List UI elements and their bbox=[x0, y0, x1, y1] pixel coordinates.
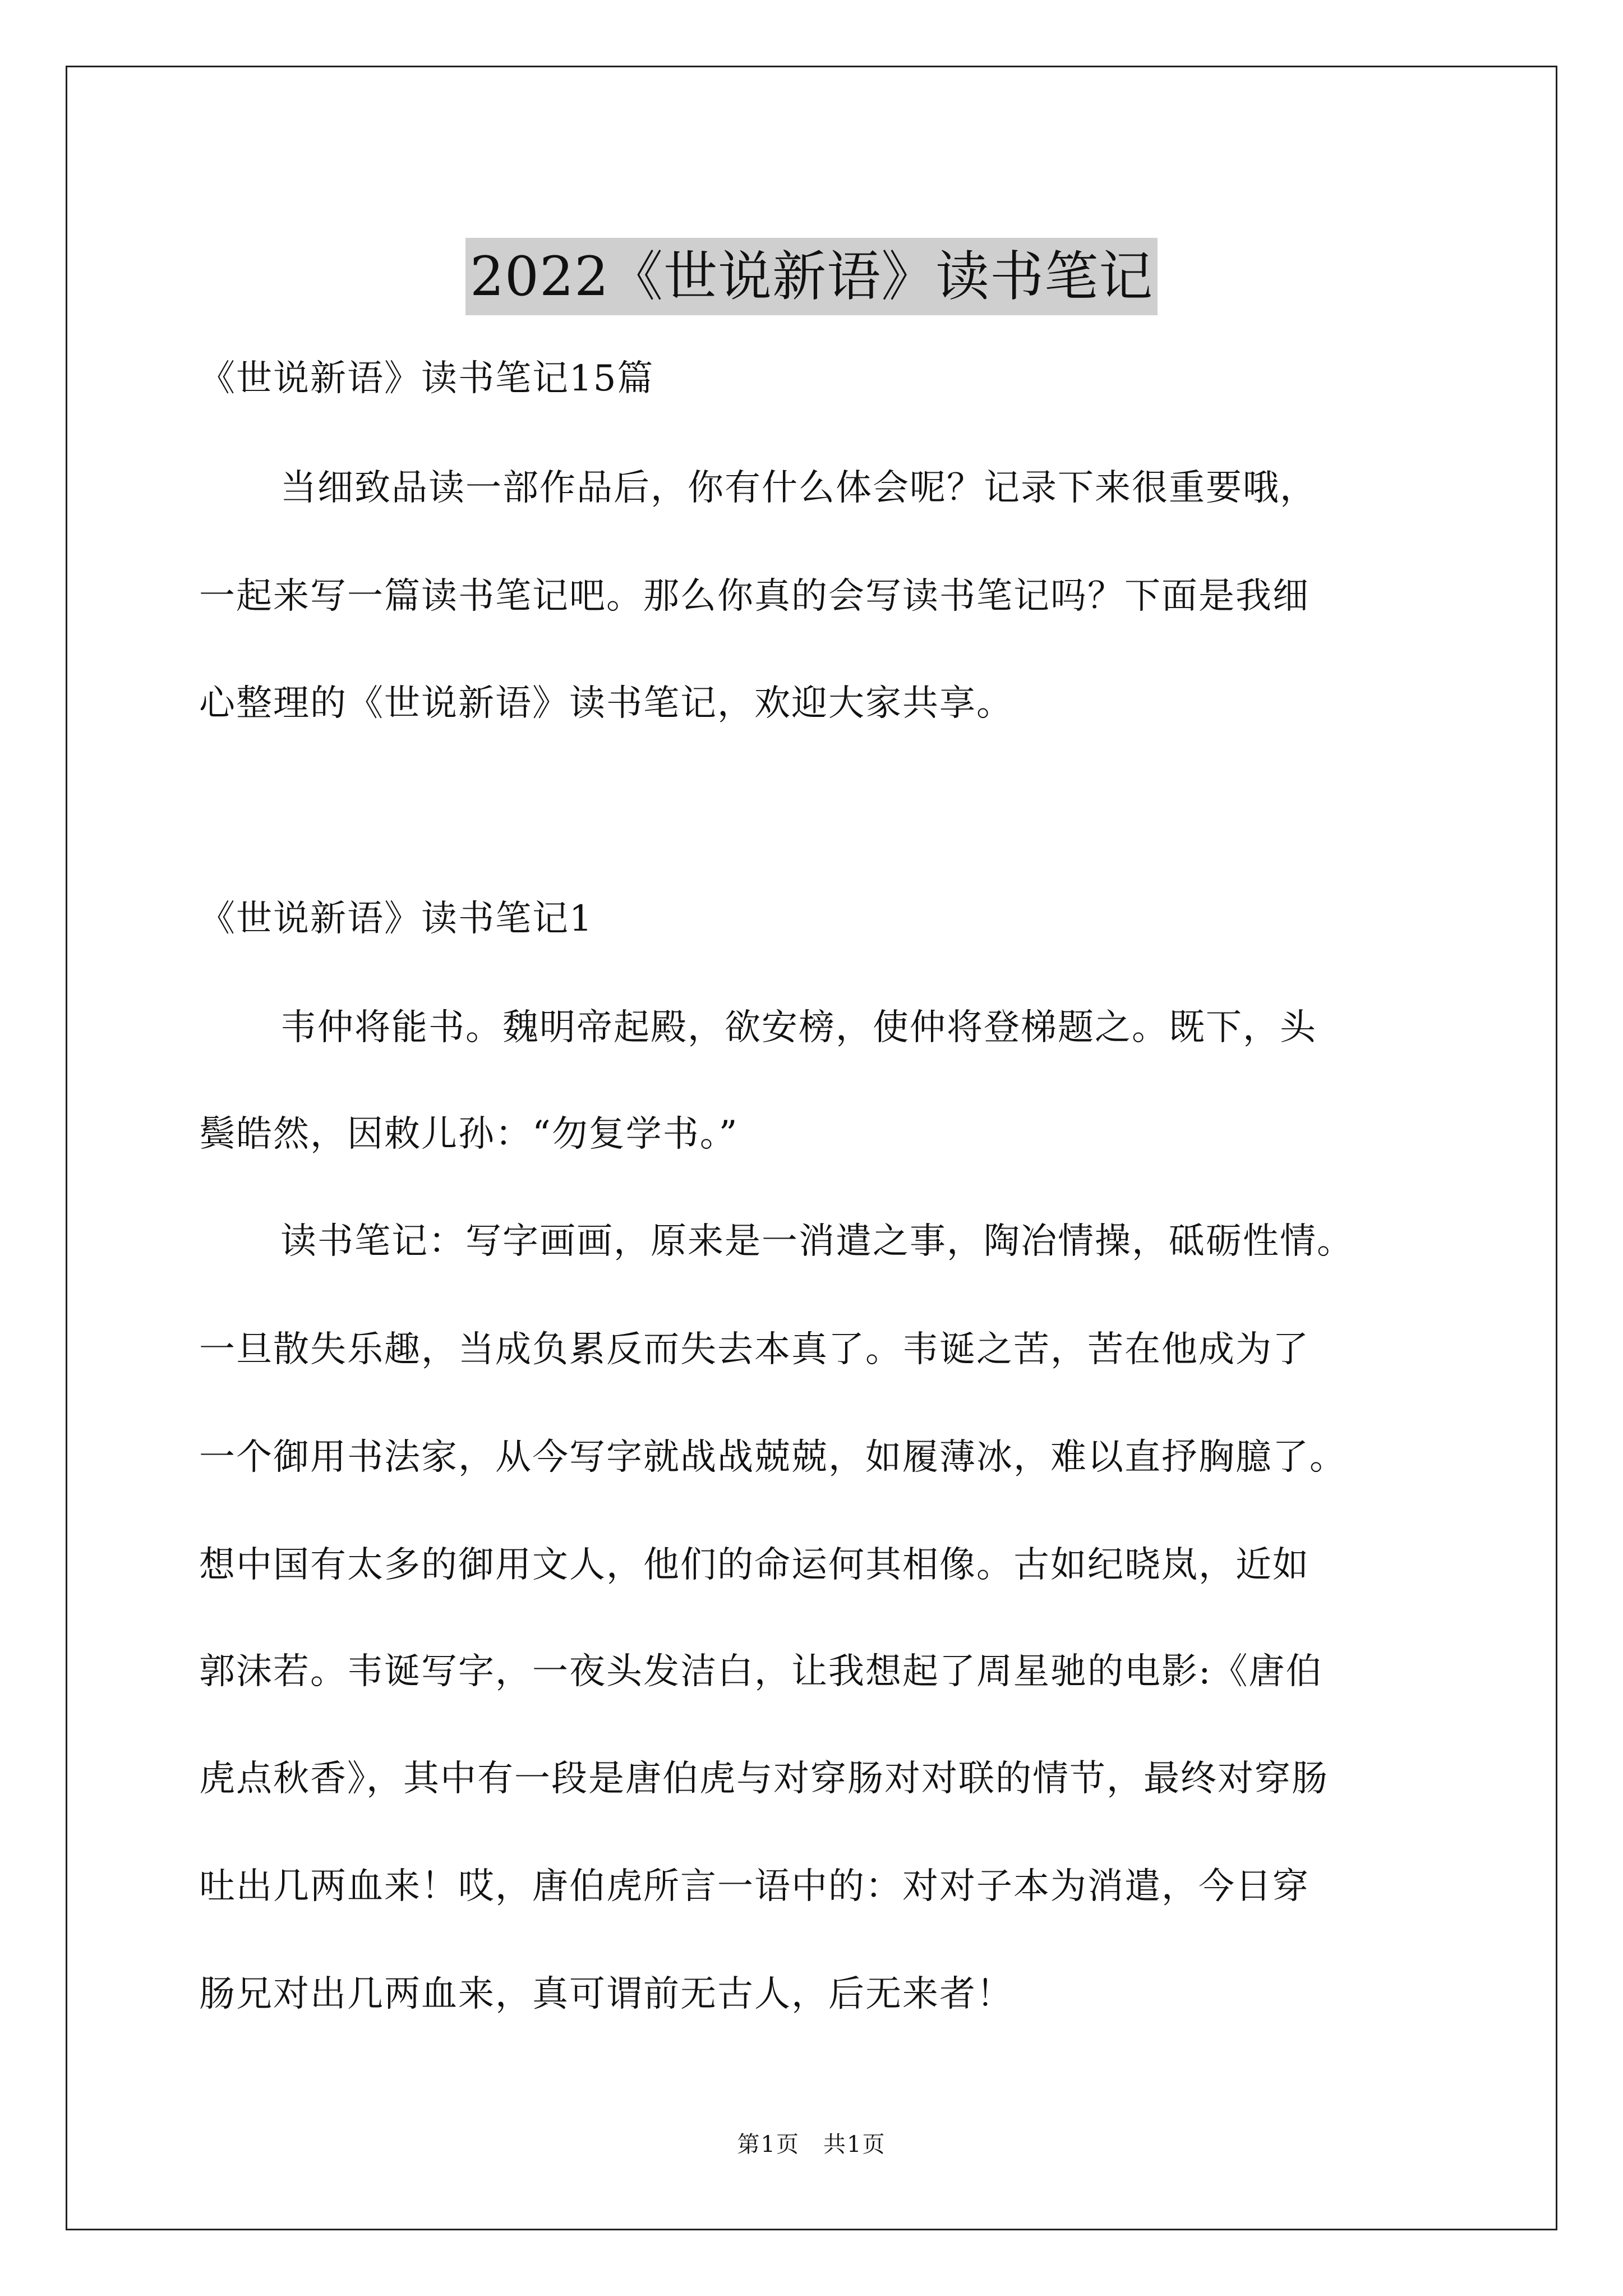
notes-line-2: 一旦散失乐趣，当成负累反而失去本真了。韦诞之苦，苦在他成为了 bbox=[199, 1329, 1310, 1370]
notes-line-7: 吐出几两血来！哎，唐伯虎所言一语中的：对对子本为消遣，今日穿 bbox=[199, 1866, 1310, 1907]
notes-line-8: 肠兄对出几两血来，真可谓前无古人，后无来者！ bbox=[199, 1973, 1013, 2015]
section-heading: 《世说新语》读书笔记1 bbox=[199, 898, 593, 940]
notes-line-4: 想中国有太多的御用文人，他们的命运何其相像。古如纪晓岚，近如 bbox=[199, 1544, 1310, 1586]
title-container bbox=[0, 202, 1623, 352]
story-line-2: 鬓皓然，因敕儿孙：“勿复学书。” bbox=[199, 1114, 739, 1155]
document-title: 2022《世说新语》读书笔记 bbox=[465, 238, 1158, 315]
notes-line-3: 一个御用书法家，从今写字就战战兢兢，如履薄冰，难以直抒胸臆了。 bbox=[199, 1437, 1347, 1478]
intro-line-2: 一起来写一篇读书笔记吧。那么你真的会写读书笔记吗？下面是我细 bbox=[199, 576, 1310, 617]
story-line-1: 韦仲将能书。魏明帝起殿，欲安榜，使仲将登梯题之。既下，头 bbox=[280, 1007, 1317, 1048]
intro-line-3: 心整理的《世说新语》读书笔记，欢迎大家共享。 bbox=[199, 683, 1013, 724]
page-footer: 第1页 共1页 bbox=[737, 2132, 886, 2157]
intro-line-1: 当细致品读一部作品后，你有什么体会呢？记录下来很重要哦， bbox=[280, 467, 1317, 509]
document-subtitle: 《世说新语》读书笔记15篇 bbox=[199, 358, 654, 399]
notes-line-6: 虎点秋香》，其中有一段是唐伯虎与对穿肠对对联的情节，最终对穿肠 bbox=[199, 1758, 1329, 1800]
notes-line-1: 读书笔记：写字画画，原来是一消遣之事，陶冶情操，砥砺性情。 bbox=[280, 1221, 1354, 1262]
notes-line-5: 郭沫若。韦诞写字，一夜头发洁白，让我想起了周星驰的电影:《唐伯 bbox=[199, 1651, 1323, 1692]
